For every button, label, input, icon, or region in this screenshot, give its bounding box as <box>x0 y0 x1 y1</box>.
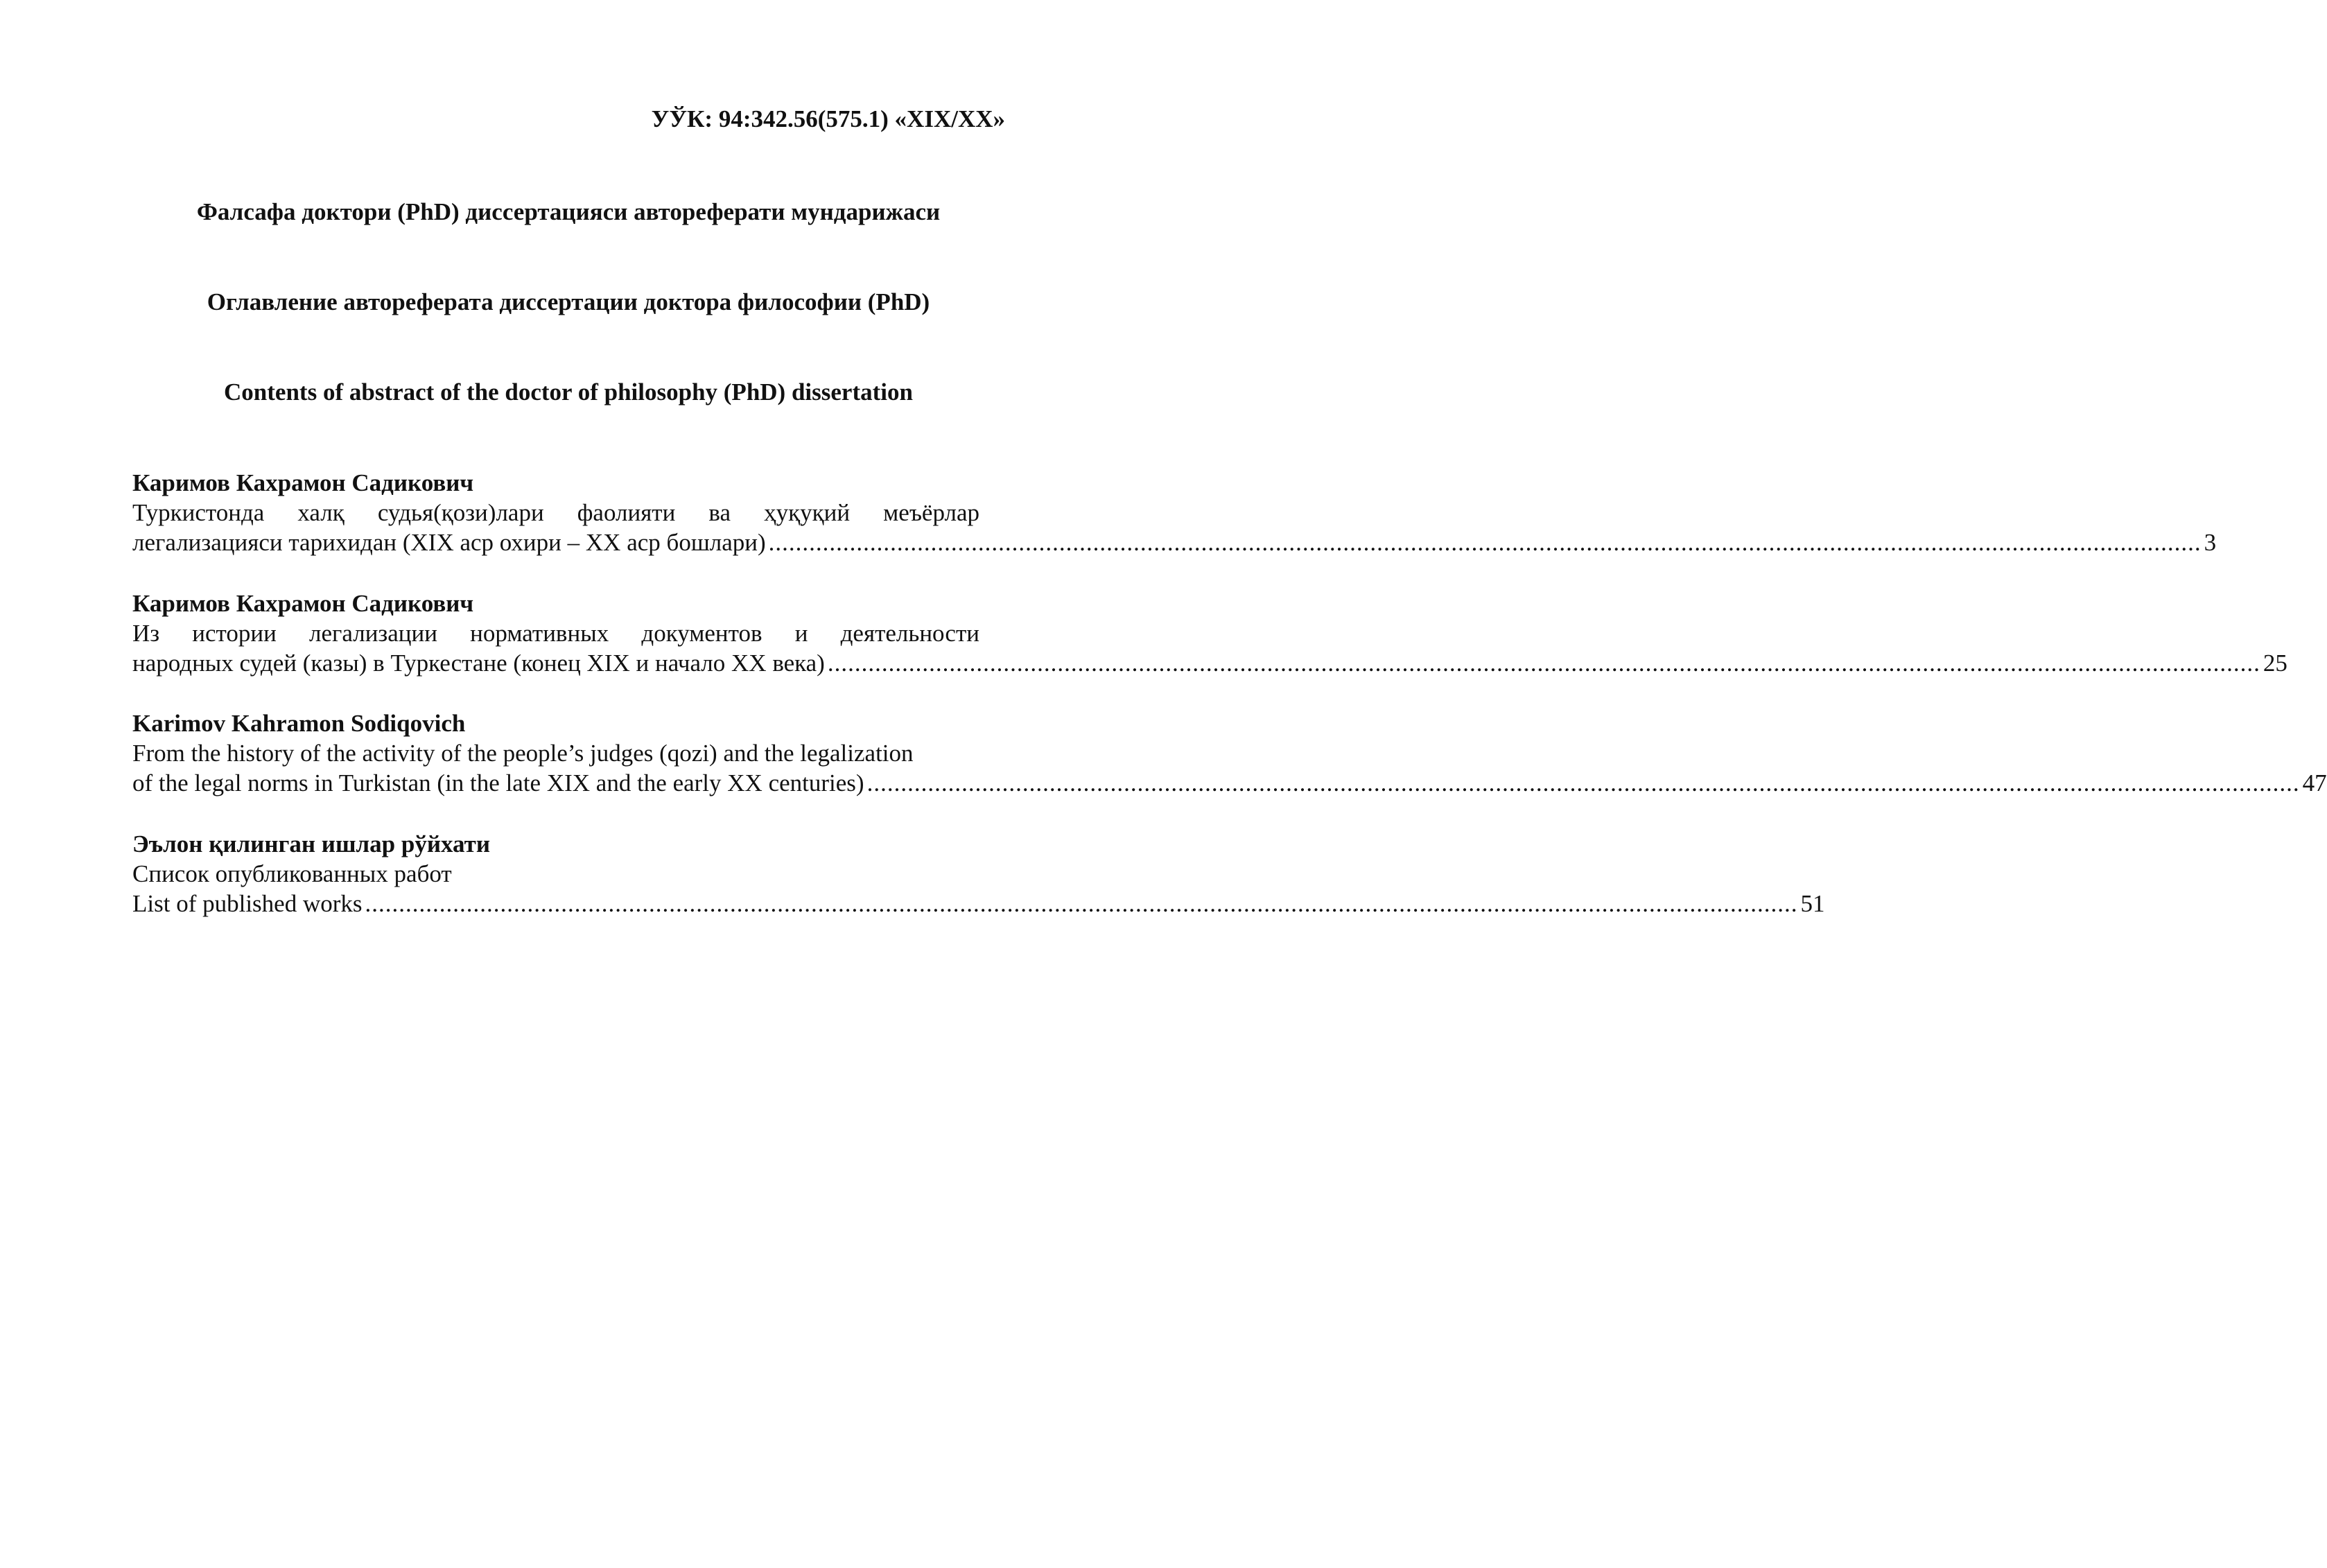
entry-title-line: From the history of the activity of the people’s judges (qozi) and the legalization <box>132 740 914 767</box>
entry-title-line: легализацияси тарихидан (XIX аср охири – XX аср бошлари) <box>132 529 766 556</box>
contents-heading-en: Contents of abstract of the doctor of philosophy (PhD) dissertation <box>224 378 913 406</box>
entry-title-line: of the legal norms in Turkistan (in the late XIX and the early XX centuries) <box>132 769 864 796</box>
contents-heading-uz: Фалсафа доктори (PhD) диссертацияси автореферати мундарижаси <box>196 198 941 225</box>
toc-entry <box>132 829 1825 918</box>
entry-title-leader-line <box>132 528 2217 557</box>
entry-title-line: Из истории легализации нормативных документов и деятельности <box>132 620 979 647</box>
page-number: 25 <box>2263 650 2287 677</box>
dot-leader: .................................................................................................................................................................................................................... <box>768 529 2202 556</box>
page-number: 3 <box>2204 529 2217 556</box>
entry-title-line: Список опубликованных работ <box>132 860 452 887</box>
page-number: 51 <box>1800 890 1825 917</box>
page-number: 47 <box>2302 769 2327 796</box>
entry-author: Каримов Кахрамон Садикович <box>132 590 474 617</box>
entry-author: Каримов Кахрамон Садикович <box>132 469 474 496</box>
entry-title-leader-line <box>132 648 2287 678</box>
dot-leader: .................................................................................................................................................................................................................... <box>365 890 1798 917</box>
entry-title-leader-line <box>132 768 2327 798</box>
toc-entry <box>132 589 2287 678</box>
entry-title-line: Туркистонда халқ судья(қози)лари фаолияти ва ҳуқуқий меъёрлар <box>132 499 979 526</box>
toc-entry <box>132 468 2217 557</box>
contents-heading-ru: Оглавление автореферата диссертации доктора философии (PhD) <box>207 288 930 315</box>
udk-code: УЎК: 94:342.56(575.1) «XIX/XX» <box>651 105 1005 132</box>
entry-title-leader-line <box>132 889 1825 918</box>
entry-author: Karimov Kahramon Sodiqovich <box>132 710 466 737</box>
dot-leader: .................................................................................................................................................................................................................... <box>866 769 2300 796</box>
entry-title-line: List of published works <box>132 890 363 917</box>
entry-title-line: народных судей (казы) в Туркестане (конец XIX и начало XX века) <box>132 650 825 677</box>
dot-leader: .................................................................................................................................................................................................................... <box>827 650 2260 677</box>
entry-author: Эълон қилинган ишлар рўйхати <box>132 830 490 857</box>
toc-entry <box>132 708 2327 798</box>
